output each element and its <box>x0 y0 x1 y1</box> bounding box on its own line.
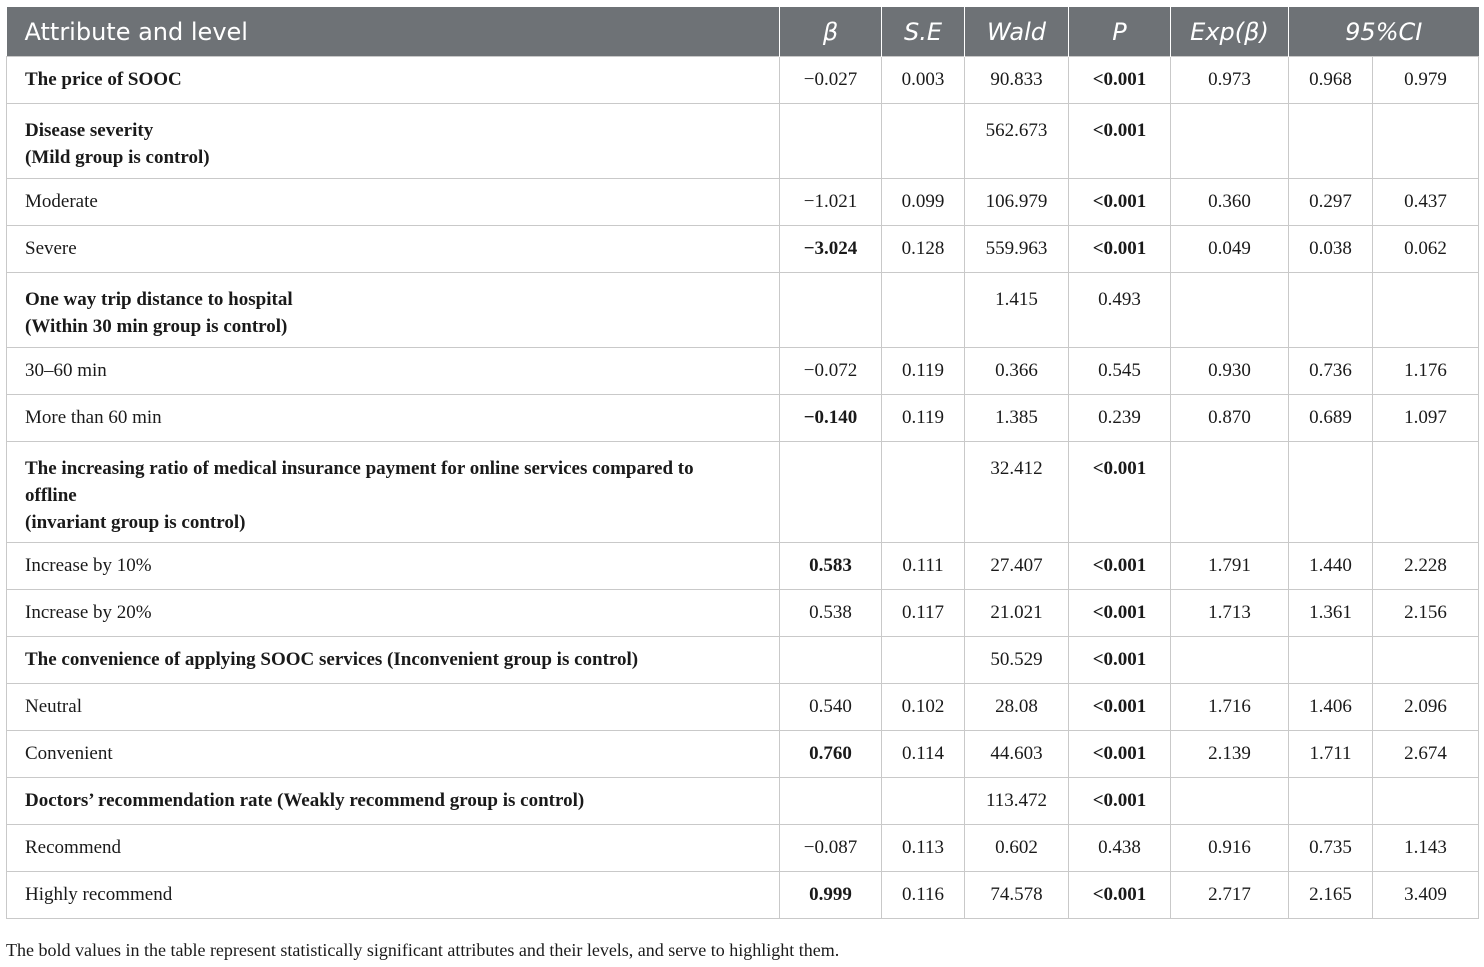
row-label: Convenient <box>7 731 780 778</box>
cell-wald: 50.529 <box>965 637 1069 684</box>
row-label-line1: One way trip distance to hospital <box>25 289 293 310</box>
cell-exp <box>1171 637 1289 684</box>
table-row <box>7 442 1479 543</box>
table-row <box>7 348 1479 395</box>
table-row <box>7 104 1479 179</box>
row-label: Moderate <box>7 179 780 226</box>
header-se: S.E <box>882 7 965 57</box>
row-label-line1: Disease severity <box>25 120 154 141</box>
cell-exp: 0.973 <box>1171 57 1289 104</box>
cell-ci-high: 1.176 <box>1373 348 1479 395</box>
header-beta: β <box>780 7 882 57</box>
row-label-line2: (Within 30 min group is control) <box>25 316 288 337</box>
row-label: Neutral <box>7 684 780 731</box>
cell-ci-high: 2.156 <box>1373 590 1479 637</box>
cell-se: 0.128 <box>882 226 965 273</box>
cell-beta <box>780 273 882 348</box>
cell-se <box>882 778 965 825</box>
cell-beta: 0.540 <box>780 684 882 731</box>
cell-ci-low: 0.968 <box>1289 57 1373 104</box>
row-label: Doctors’ recommendation rate (Weakly recommend group is control) <box>7 778 780 825</box>
cell-p: 0.545 <box>1069 348 1171 395</box>
cell-se: 0.117 <box>882 590 965 637</box>
table-row <box>7 226 1479 273</box>
cell-wald: 28.08 <box>965 684 1069 731</box>
cell-ci-low: 1.711 <box>1289 731 1373 778</box>
cell-wald: 1.385 <box>965 395 1069 442</box>
table-row <box>7 590 1479 637</box>
cell-ci-high: 1.143 <box>1373 825 1479 872</box>
cell-p: <0.001 <box>1069 590 1171 637</box>
cell-wald: 562.673 <box>965 104 1069 179</box>
cell-se: 0.102 <box>882 684 965 731</box>
cell-beta <box>780 778 882 825</box>
cell-se: 0.111 <box>882 543 965 590</box>
row-label <box>7 442 780 543</box>
cell-ci-low <box>1289 273 1373 348</box>
cell-se: 0.119 <box>882 348 965 395</box>
cell-exp <box>1171 778 1289 825</box>
cell-p: <0.001 <box>1069 637 1171 684</box>
cell-ci-low <box>1289 778 1373 825</box>
cell-exp <box>1171 104 1289 179</box>
cell-exp: 0.049 <box>1171 226 1289 273</box>
row-label-line3: (invariant group is control) <box>25 512 246 533</box>
cell-beta: −0.140 <box>780 395 882 442</box>
cell-ci-low: 0.736 <box>1289 348 1373 395</box>
cell-wald: 21.021 <box>965 590 1069 637</box>
table-row <box>7 637 1479 684</box>
cell-ci-low: 1.440 <box>1289 543 1373 590</box>
cell-beta: 0.760 <box>780 731 882 778</box>
cell-ci-high <box>1373 442 1479 543</box>
cell-exp: 1.716 <box>1171 684 1289 731</box>
cell-exp <box>1171 442 1289 543</box>
cell-exp: 0.870 <box>1171 395 1289 442</box>
row-label: The convenience of applying SOOC services (Inconvenient group is control) <box>7 637 780 684</box>
cell-se: 0.099 <box>882 179 965 226</box>
results-table-container <box>6 7 1478 919</box>
cell-p: <0.001 <box>1069 104 1171 179</box>
header-ci: 95%CI <box>1289 7 1479 57</box>
cell-ci-high: 2.096 <box>1373 684 1479 731</box>
results-table <box>6 7 1479 919</box>
table-row <box>7 273 1479 348</box>
cell-p: <0.001 <box>1069 57 1171 104</box>
row-label <box>7 273 780 348</box>
cell-ci-high <box>1373 104 1479 179</box>
table-row <box>7 778 1479 825</box>
cell-se <box>882 104 965 179</box>
cell-beta: −3.024 <box>780 226 882 273</box>
row-label: Increase by 20% <box>7 590 780 637</box>
cell-ci-high <box>1373 637 1479 684</box>
cell-p: <0.001 <box>1069 872 1171 919</box>
cell-se: 0.116 <box>882 872 965 919</box>
table-footnote: The bold values in the table represent statistically significant attributes and their levels, and serve to highlight them. <box>6 940 840 960</box>
cell-beta <box>780 637 882 684</box>
cell-wald: 74.578 <box>965 872 1069 919</box>
cell-se: 0.114 <box>882 731 965 778</box>
table-row <box>7 179 1479 226</box>
cell-se <box>882 442 965 543</box>
row-label: More than 60 min <box>7 395 780 442</box>
cell-beta: −1.021 <box>780 179 882 226</box>
cell-beta: 0.538 <box>780 590 882 637</box>
cell-ci-low <box>1289 637 1373 684</box>
cell-se <box>882 637 965 684</box>
row-label: Severe <box>7 226 780 273</box>
cell-wald: 44.603 <box>965 731 1069 778</box>
cell-wald: 0.366 <box>965 348 1069 395</box>
cell-se: 0.003 <box>882 57 965 104</box>
cell-ci-high <box>1373 778 1479 825</box>
cell-beta: −0.087 <box>780 825 882 872</box>
cell-exp: 2.717 <box>1171 872 1289 919</box>
cell-ci-low: 1.361 <box>1289 590 1373 637</box>
table-row <box>7 731 1479 778</box>
row-label-line2: (Mild group is control) <box>25 147 210 168</box>
cell-exp: 1.713 <box>1171 590 1289 637</box>
cell-ci-high: 1.097 <box>1373 395 1479 442</box>
cell-ci-high <box>1373 273 1479 348</box>
table-row <box>7 57 1479 104</box>
row-label-line2: offline <box>25 485 77 506</box>
cell-p: <0.001 <box>1069 778 1171 825</box>
cell-exp: 0.360 <box>1171 179 1289 226</box>
cell-ci-high: 2.228 <box>1373 543 1479 590</box>
table-row <box>7 395 1479 442</box>
cell-beta: −0.072 <box>780 348 882 395</box>
cell-se: 0.119 <box>882 395 965 442</box>
header-row <box>7 7 1479 57</box>
cell-exp: 0.916 <box>1171 825 1289 872</box>
header-wald: Wald <box>965 7 1069 57</box>
cell-wald: 106.979 <box>965 179 1069 226</box>
cell-p: <0.001 <box>1069 731 1171 778</box>
cell-wald: 559.963 <box>965 226 1069 273</box>
cell-ci-high: 3.409 <box>1373 872 1479 919</box>
cell-p: <0.001 <box>1069 543 1171 590</box>
cell-beta: 0.583 <box>780 543 882 590</box>
cell-ci-low: 0.297 <box>1289 179 1373 226</box>
cell-ci-low <box>1289 104 1373 179</box>
cell-ci-high: 0.437 <box>1373 179 1479 226</box>
cell-beta <box>780 104 882 179</box>
cell-wald: 0.602 <box>965 825 1069 872</box>
cell-p: 0.493 <box>1069 273 1171 348</box>
table-row <box>7 825 1479 872</box>
cell-exp: 0.930 <box>1171 348 1289 395</box>
row-label: The price of SOOC <box>7 57 780 104</box>
row-label-line1: The increasing ratio of medical insurance payment for online services compared to <box>25 458 694 479</box>
cell-ci-low <box>1289 442 1373 543</box>
cell-wald: 1.415 <box>965 273 1069 348</box>
cell-wald: 27.407 <box>965 543 1069 590</box>
cell-p: 0.438 <box>1069 825 1171 872</box>
row-label: Recommend <box>7 825 780 872</box>
cell-p: 0.239 <box>1069 395 1171 442</box>
header-attribute: Attribute and level <box>7 7 780 57</box>
row-label: Increase by 10% <box>7 543 780 590</box>
cell-exp <box>1171 273 1289 348</box>
row-label: 30–60 min <box>7 348 780 395</box>
cell-ci-low: 1.406 <box>1289 684 1373 731</box>
cell-se: 0.113 <box>882 825 965 872</box>
cell-exp: 1.791 <box>1171 543 1289 590</box>
cell-ci-high: 0.062 <box>1373 226 1479 273</box>
cell-beta <box>780 442 882 543</box>
cell-p: <0.001 <box>1069 179 1171 226</box>
cell-ci-low: 0.689 <box>1289 395 1373 442</box>
cell-beta: 0.999 <box>780 872 882 919</box>
cell-beta: −0.027 <box>780 57 882 104</box>
cell-exp: 2.139 <box>1171 731 1289 778</box>
cell-ci-low: 0.735 <box>1289 825 1373 872</box>
cell-ci-low: 2.165 <box>1289 872 1373 919</box>
row-label <box>7 104 780 179</box>
cell-ci-high: 2.674 <box>1373 731 1479 778</box>
table-row <box>7 872 1479 919</box>
cell-p: <0.001 <box>1069 226 1171 273</box>
table-row <box>7 684 1479 731</box>
cell-p: <0.001 <box>1069 442 1171 543</box>
cell-wald: 113.472 <box>965 778 1069 825</box>
cell-ci-low: 0.038 <box>1289 226 1373 273</box>
header-exp: Exp(β) <box>1171 7 1289 57</box>
cell-p: <0.001 <box>1069 684 1171 731</box>
header-p: P <box>1069 7 1171 57</box>
cell-ci-high: 0.979 <box>1373 57 1479 104</box>
table-row <box>7 543 1479 590</box>
row-label: Highly recommend <box>7 872 780 919</box>
cell-wald: 90.833 <box>965 57 1069 104</box>
cell-wald: 32.412 <box>965 442 1069 543</box>
cell-se <box>882 273 965 348</box>
